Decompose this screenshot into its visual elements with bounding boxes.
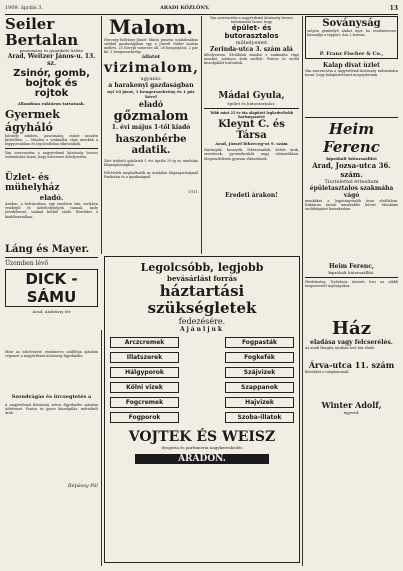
seiler-heading: Seiler Bertalan (5, 15, 79, 49)
page-header (5, 4, 398, 15)
gyermek-text: bármely színben, paszomány, zsinór minden kivitelben. — Minden e szakmába vágó munkák a leggyorsabban és legolcsóbban elkészülnek. (5, 134, 98, 147)
malom-text: Herczeg-Szilvássy-József Mária pusztai uradalmában szétkül gazdaságában egy a Józsefi Nádor malom mellett, 25 lóerejű vizierőre áll, 28 hengerjárat, 2 pár kő, 1 hengerszekrény. (104, 38, 198, 55)
dick-samu-logo: DICK - SÁMU (5, 269, 98, 307)
ad-cell: Szappanok (225, 382, 294, 393)
ad-fedezesere: fedezésére. (178, 317, 226, 326)
asztalos-address: Zerinda-utca 3. szám alá (210, 46, 293, 54)
dick-sub: Arad, Andrássy tér (32, 309, 71, 315)
ad-cell: Arczcremek (110, 337, 179, 348)
fischer: P. Franz Fischer & Co., (319, 51, 384, 57)
drogeria-ad (104, 256, 300, 563)
ad-cell: Fogpasták (225, 337, 294, 348)
kleynt-end: Eredeti árakon! (225, 192, 278, 200)
notice-text: Hirdetmény. Nyilvános árverés lesz az alább megnevezett ingóságokra. (305, 280, 398, 289)
haz-address: Árva-utca 11. szám (308, 360, 395, 370)
kleynt-heading: Kleynt C. és Társa (218, 119, 285, 142)
seiler-note: állandóan raktáron tartatnak. (18, 101, 85, 106)
heim-sign-sub: kipróbált bútorszállító. (328, 270, 375, 275)
haz-heading: Ház (332, 318, 371, 339)
kleynt-sub: Arad, József főherceg-ut 9. szám (215, 141, 288, 147)
ad-cell: Szájvizek (225, 367, 294, 378)
ad-top: Legolcsóbb, legjobb (140, 261, 264, 274)
heim-heading: Heim Ferenc (323, 120, 380, 156)
kalap-heading: Kalap divat üzlet (323, 62, 380, 69)
heim-sign: Heim Ferenc, (328, 263, 375, 270)
dick-text: Mint az üzletvezető rendszeres szállítója ajánlom cégemet a nagyérdemű közönség figyelmébe. (5, 350, 98, 359)
column-rule (201, 16, 202, 254)
dick-top: Üzemben lévő (5, 260, 49, 268)
vizimalom: vizimalom, (104, 60, 199, 77)
haz-sub: eladása vagy felcserélés. (310, 339, 393, 346)
gozmalom: gőzmalom (113, 109, 189, 125)
column-rule (101, 330, 102, 566)
seiler-items: Zsinór, gomb, bojtok és rojtok (13, 68, 90, 99)
gyermek-heading: Gyermek ágyháló (5, 108, 60, 134)
ad-vojtek-weisz: VOJTEK ÉS WEISZ (128, 429, 276, 445)
uzlet-text: Aradon, a belvárosban, egy emeletes ház, melyben vendéglő és üzlethelyiségek vannak, mely jövedelmező, szabad kézből eladó. Bővebbet a kiadóhivatalban. (5, 202, 98, 219)
kleynt-text: Harisnyák, kesztyűk, fehérneműek, kötött áruk, szvetterek, gyermekruhák nagy választékban. Megrendelések gyorsan elkészülnek. (204, 148, 299, 161)
col1-bottom-text: A nagyérdemű közönség szíves figyelmébe ajánlom üzletemet. Pontos és gyors kiszolgálás, mérsékelt árak. (5, 403, 98, 416)
harisnya-intro: Több mint 25 év óta alapított legkedveltebb harisnyaszövő (209, 111, 293, 120)
page-number: 13 (389, 5, 398, 12)
zart-text: Zárt írásbeli ajánlatok f. évi április 20-ig az uradalmi főigazgatósághoz. (104, 159, 198, 168)
malom-heading: Malom. (108, 15, 194, 39)
ad-aradon: ARADON. (135, 454, 269, 464)
uzlet-sub: eladó. (39, 193, 64, 203)
haz-text-2: Bővebbet a tulajdonosnál. (305, 370, 350, 374)
asztalos-text: áthelyeztem. Elvállalok minden e szakmába vágó munkát, jutányos árak mellett. Pontos és szolid kiszolgálást biztosítok. (204, 53, 299, 66)
column-rule (302, 16, 303, 566)
haszonberbe: haszonbérbe adatik. (115, 134, 187, 157)
harakonyi: a harakonyi gazdaságban (108, 82, 194, 90)
malom-allatot: állatot (141, 54, 161, 61)
column-3 (204, 16, 299, 199)
ad-cell: Szoba-illatok (225, 412, 294, 423)
column-1-bottom (5, 350, 98, 489)
heim-address: Arad, Jozsa-utca 36. szám. (312, 161, 391, 179)
ad-cell: Hajvizek (225, 397, 294, 408)
uzlet-heading: Üzlet- és mühelyház (5, 173, 60, 194)
sovany-heading: Soványság (322, 18, 381, 29)
malom-text-2: Feltételek megtudhatók az uradalmi főigazgatóságnál Pankotán és a gazdaságnál. (104, 170, 198, 179)
ad-ajanljuk: Ajánljuk (179, 326, 225, 333)
winter-sub: ügyvéd. (343, 410, 360, 415)
madai-name: Mádai Gyula, (218, 91, 285, 102)
seiler-sub: paszomány és gombkötő üzlete (19, 48, 84, 53)
column-4 (305, 16, 398, 415)
ad-haztartasi: háztartási szükségletek (147, 282, 257, 317)
sovany-ad (305, 16, 398, 59)
column-1 (5, 16, 98, 314)
dick-szendvagas: Szendvágás és ürcsegtetés a (11, 394, 92, 400)
header-date: 1909. április 3. (5, 5, 44, 11)
ad-cell: Illatszerek (110, 352, 179, 363)
header-title: ARADI KÖZLÖNY. (160, 5, 210, 11)
column-2 (104, 16, 198, 194)
ad-cell: Fogkefék (225, 352, 294, 363)
sovany-text: szépen gömbölyű alakot nyer ha rendszeresen használja a tápport. Ára 2 korona. (307, 29, 396, 38)
text-block: Van szerencsém a nagyérdemű közönség becses tudomására hozni, hogy üzletemet áthelyeztem. (5, 151, 98, 160)
haz-text-1: Az aradi Hargita utcában levő ház eladó. (305, 346, 376, 350)
elado: eladó (138, 99, 164, 110)
lang-mayer: Láng és Mayer. (5, 244, 90, 256)
asztalos-heading: épület- és butorasztalos (224, 24, 279, 41)
asztalos-intro: Van szerencsém a nagyérdemű közönség becses tudomására hozni, hogy (209, 16, 294, 25)
ad-cell: Fogporok (110, 412, 179, 423)
ad-cell: Fogcremek (110, 397, 179, 408)
ugyanis: ugyanis: (140, 76, 162, 83)
heim-text: munkákat a legjutányosabb áron elvállalom. Raktáron tartok mindenféle bútort. Munkáim szolidságáért kezeskedem. (305, 199, 398, 212)
kalap-text: Van szerencsém a nagyérdemű közönség tudomására hozni, hogy kalapüzletemet megnyitottam. (305, 69, 398, 78)
heim-sub: kipróbált bútorszállító (326, 156, 377, 161)
ad-cell: Kölni vizek (110, 382, 179, 393)
ad-cell: Hálgyporok (110, 367, 179, 378)
ad-product-grid (105, 337, 299, 423)
heim-asztalos: épületasztalos szakmába vágó (309, 185, 394, 199)
winter-name: Winter Adolf, (321, 400, 382, 410)
ad-vojtek-sub: drogéria és parfumeria nagykereskedés (161, 445, 243, 450)
seiler-address: Arad, Weitzer János-u. 13. sz. (7, 53, 96, 67)
madai-sub: épület és bútorasztalos. (227, 101, 276, 107)
kiado: 1. évi május 1-től kiadó (111, 124, 191, 132)
ad-bevasarlas: bevásárlási forrás (167, 274, 237, 283)
malom-foot: 1911 (187, 188, 198, 194)
heim-tisztelettel: Tisztelettel értesítem (324, 179, 379, 185)
col1-sign: Répássy Pál (67, 483, 98, 489)
asztalos-muhely: műhelyemet (235, 40, 268, 47)
henger: nyi 10 járat, 1 hengerszekrény és 1 pár kővel (107, 89, 195, 100)
column-rule (101, 16, 102, 254)
